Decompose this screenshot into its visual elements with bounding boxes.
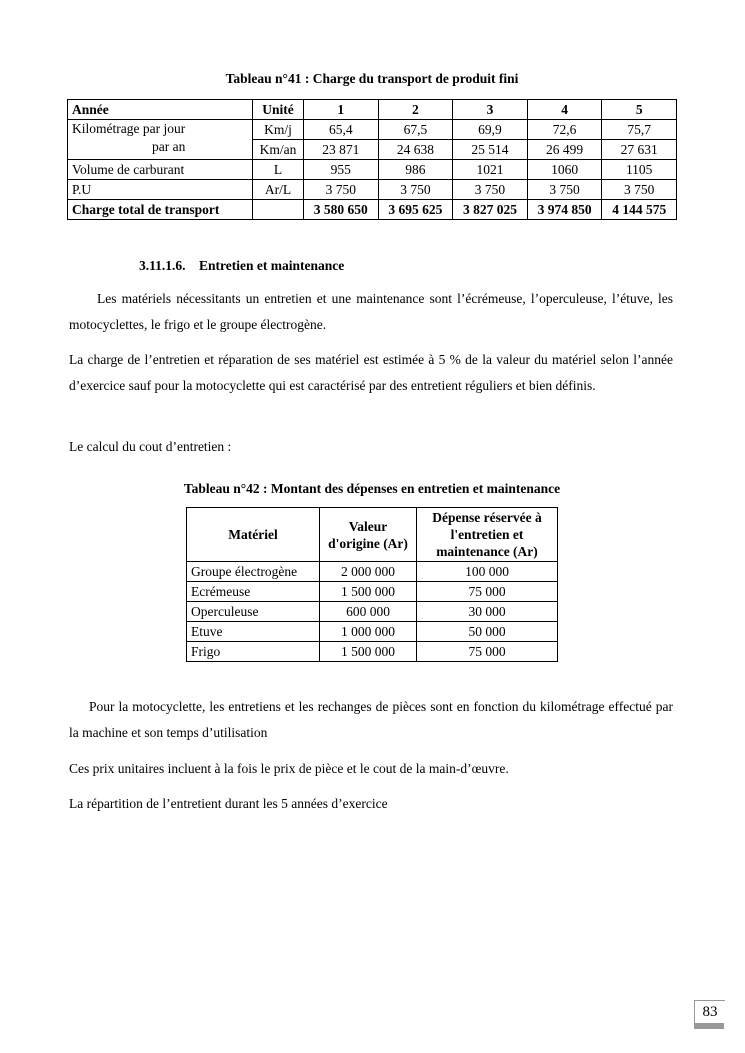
cell: 30 000 [417, 602, 558, 622]
cell: 2 000 000 [320, 562, 417, 582]
header-valeur: Valeur d'origine (Ar) [320, 508, 417, 562]
paragraph-repartition: La répartition de l’entretient durant les 5 années d’exercice [69, 796, 388, 811]
table-row [187, 602, 558, 622]
cell-total: 3 695 625 [378, 200, 453, 220]
cell: 1 500 000 [320, 642, 417, 662]
cell: 25 514 [453, 140, 528, 160]
cell: 23 871 [304, 140, 379, 160]
maintenance-cost-table [186, 507, 558, 662]
paragraph-prix-unitaires: Ces prix unitaires incluent à la fois le prix de pièce et le cout de la main-d’œuvre. [69, 761, 509, 776]
cell: 3 750 [378, 180, 453, 200]
paragraph-materials: Les matériels nécessitants un entretien et une maintenance sont l’écrémeuse, l’operculeuse, l’étuve, les motocyclettes, le frigo et le groupe électrogène. [69, 291, 673, 332]
cell: 3 750 [527, 180, 602, 200]
header-year-2: 2 [378, 100, 453, 120]
cell-unit [253, 200, 304, 220]
row-label-line2: par an [152, 139, 186, 154]
paragraph-calcul: Le calcul du cout d’entretien : [69, 439, 232, 454]
cell: 75,7 [602, 120, 677, 140]
row-label: P.U [68, 180, 253, 200]
header-year-4: 4 [527, 100, 602, 120]
cell: 1105 [602, 160, 677, 180]
cell: 1 500 000 [320, 582, 417, 602]
cell-unit: Ar/L [253, 180, 304, 200]
cell: 65,4 [304, 120, 379, 140]
transport-charge-table [67, 99, 677, 220]
header-depense: Dépense réservée à l'entretien et maintenance (Ar) [417, 508, 558, 562]
cell: 26 499 [527, 140, 602, 160]
header-materiel: Matériel [187, 508, 320, 562]
cell: 1021 [453, 160, 528, 180]
table-row [187, 642, 558, 662]
table-row [68, 120, 677, 140]
header-year-5: 5 [602, 100, 677, 120]
cell-total: 4 144 575 [602, 200, 677, 220]
cell: 986 [378, 160, 453, 180]
row-label: Volume de carburant [68, 160, 253, 180]
cell-unit: L [253, 160, 304, 180]
cell: 600 000 [320, 602, 417, 622]
cell-total: 3 827 025 [453, 200, 528, 220]
header-year-3: 3 [453, 100, 528, 120]
cell: 955 [304, 160, 379, 180]
cell: 3 750 [453, 180, 528, 200]
cell: 27 631 [602, 140, 677, 160]
page-number-bar [694, 1023, 724, 1029]
cell: 50 000 [417, 622, 558, 642]
cell: 67,5 [378, 120, 453, 140]
table41-caption: Tableau n°41 : Charge du transport de produit fini [225, 71, 519, 86]
page-number: 83 [694, 1000, 725, 1023]
cell: 24 638 [378, 140, 453, 160]
header-annee: Année [68, 100, 253, 120]
cell-unit: Km/j [253, 120, 304, 140]
cell-materiel: Operculeuse [187, 602, 320, 622]
cell-materiel: Groupe électrogène [187, 562, 320, 582]
cell-materiel: Frigo [187, 642, 320, 662]
cell-materiel: Ecrémeuse [187, 582, 320, 602]
table-header-row [187, 508, 558, 562]
cell: 3 750 [304, 180, 379, 200]
cell: 3 750 [602, 180, 677, 200]
table-row [68, 180, 677, 200]
row-label-line1: Kilométrage par jour [72, 121, 186, 136]
cell-total: 3 974 850 [527, 200, 602, 220]
table-total-row [68, 200, 677, 220]
cell-unit: Km/an [253, 140, 304, 160]
row-label-kilometrage [68, 120, 253, 160]
cell: 1 000 000 [320, 622, 417, 642]
paragraph-motocyclette: Pour la motocyclette, les entretiens et les rechanges de pièces sont en fonction du kilométrage effectué par la machine et son temps d’utilisation [69, 699, 673, 740]
paragraph-charge: La charge de l’entretien et réparation de ses matériel est estimée à 5 % de la valeur du matériel selon l’année d’exercice sauf pour la motocyclette qui est caractérisé par des entretient réguliers et bien définis. [69, 352, 673, 393]
cell-total: 3 580 650 [304, 200, 379, 220]
header-year-1: 1 [304, 100, 379, 120]
table-row [187, 622, 558, 642]
cell: 100 000 [417, 562, 558, 582]
table-row [68, 160, 677, 180]
cell: 69,9 [453, 120, 528, 140]
header-unite: Unité [253, 100, 304, 120]
table-header-row [68, 100, 677, 120]
cell-materiel: Etuve [187, 622, 320, 642]
section-heading: 3.11.1.6. Entretien et maintenance [139, 258, 345, 273]
table-row [187, 562, 558, 582]
row-label-total: Charge total de transport [68, 200, 253, 220]
cell: 75 000 [417, 642, 558, 662]
cell: 75 000 [417, 582, 558, 602]
table42-caption: Tableau n°42 : Montant des dépenses en entretien et maintenance [183, 481, 561, 496]
cell: 1060 [527, 160, 602, 180]
table-row [187, 582, 558, 602]
cell: 72,6 [527, 120, 602, 140]
